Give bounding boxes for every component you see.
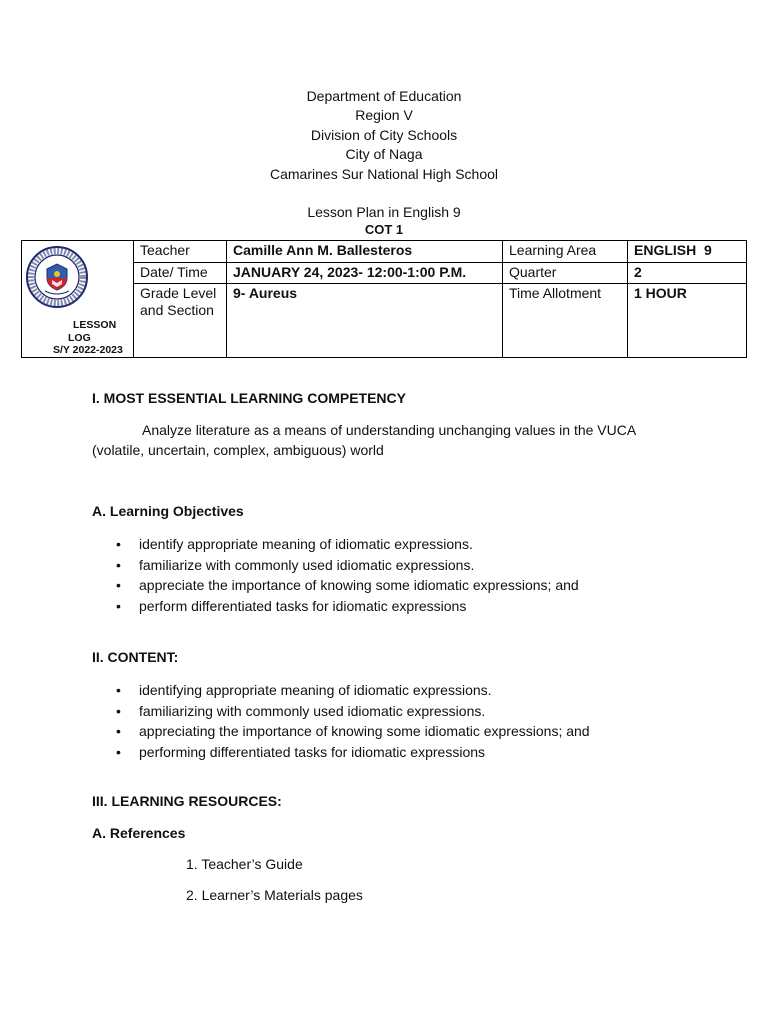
competency-paragraph (92, 420, 672, 460)
list-item: • appreciate the importance of knowing some idiomatic expressions; and (116, 577, 579, 594)
resources-title: III. LEARNING RESOURCES: (92, 793, 282, 809)
header-line: Region V (355, 107, 413, 124)
document-header (0, 87, 768, 222)
references-title: A. References (92, 825, 186, 841)
logo-cell (22, 241, 134, 358)
cot-label: COT 1 (364, 222, 404, 237)
list-item: • performing differentiated tasks for idiomatic expressions (116, 743, 486, 760)
objectives-title: A. Learning Objectives (92, 503, 244, 519)
header-line: Camarines Sur National High School (270, 165, 498, 182)
objective-text: identify appropriate meaning of idiomatic expressions. (139, 536, 473, 552)
lesson-log-label (22, 319, 140, 357)
header-line: Department of Education (306, 88, 462, 104)
learning-area-value: ENGLISH 9 (628, 241, 747, 263)
deped-seal-icon (25, 245, 89, 309)
list-item: • familiarize with commonly used idiomatic expressions. (116, 556, 475, 573)
grade-level-label: Grade Level and Section (134, 284, 227, 358)
header-line: Division of City Schools (310, 126, 458, 143)
quarter-value: 2 (628, 262, 747, 284)
time-allotment-label: Time Allotment (503, 284, 628, 358)
content-text: performing differentiated tasks for idiomatic expressions (139, 743, 486, 760)
lesson-plan-title: Lesson Plan in English 9 (307, 204, 461, 221)
learning-area-label: Learning Area (503, 241, 628, 263)
reference-item: 1. Teacher’s Guide (186, 856, 303, 872)
section-competency-title: I. MOST ESSENTIAL LEARNING COMPETENCY (92, 390, 406, 406)
table-row (22, 241, 747, 263)
content-text: appreciating the importance of knowing some idiomatic expressions; and (139, 723, 590, 740)
list-item: • identify appropriate meaning of idiomatic expressions. (116, 536, 473, 552)
objectives-list (92, 534, 579, 616)
teacher-label: Teacher (134, 241, 227, 263)
content-list (92, 680, 590, 762)
quarter-label: Quarter (503, 262, 628, 284)
date-time-label: Date/ Time (134, 262, 227, 284)
time-allotment-value: 1 HOUR (628, 284, 747, 358)
objective-text: familiarize with commonly used idiomatic expressions. (139, 556, 475, 573)
list-item: • appreciating the importance of knowing some idiomatic expressions; and (116, 723, 590, 740)
lesson-info-table (21, 240, 747, 358)
list-item: • identifying appropriate meaning of idiomatic expressions. (116, 682, 492, 698)
date-time-value: JANUARY 24, 2023- 12:00-1:00 P.M. (227, 262, 503, 284)
objective-text: perform differentiated tasks for idiomatic expressions (139, 597, 467, 614)
competency-text: Analyze literature as a means of understanding unchanging values in the VUCA (volatile, uncertain, complex, ambiguous) world (92, 422, 636, 458)
objective-text: appreciate the importance of knowing some idiomatic expressions; and (139, 577, 579, 594)
content-text: identifying appropriate meaning of idiomatic expressions. (139, 682, 492, 698)
list-item: • perform differentiated tasks for idiomatic expressions (116, 597, 467, 614)
content-title: II. CONTENT: (92, 649, 179, 665)
grade-level-value: 9- Aureus (227, 284, 503, 358)
list-item: • familiarizing with commonly used idiomatic expressions. (116, 702, 486, 719)
lesson-log-line: LESSON (73, 319, 117, 331)
header-line: City of Naga (345, 146, 423, 163)
teacher-value: Camille Ann M. Ballesteros (227, 241, 503, 263)
content-text: familiarizing with commonly used idiomatic expressions. (139, 702, 486, 719)
school-year-label: S/Y 2022-2023 (53, 344, 123, 356)
reference-item: 2. Learner’s Materials pages (186, 887, 363, 903)
lesson-log-line: LOG (68, 331, 91, 344)
